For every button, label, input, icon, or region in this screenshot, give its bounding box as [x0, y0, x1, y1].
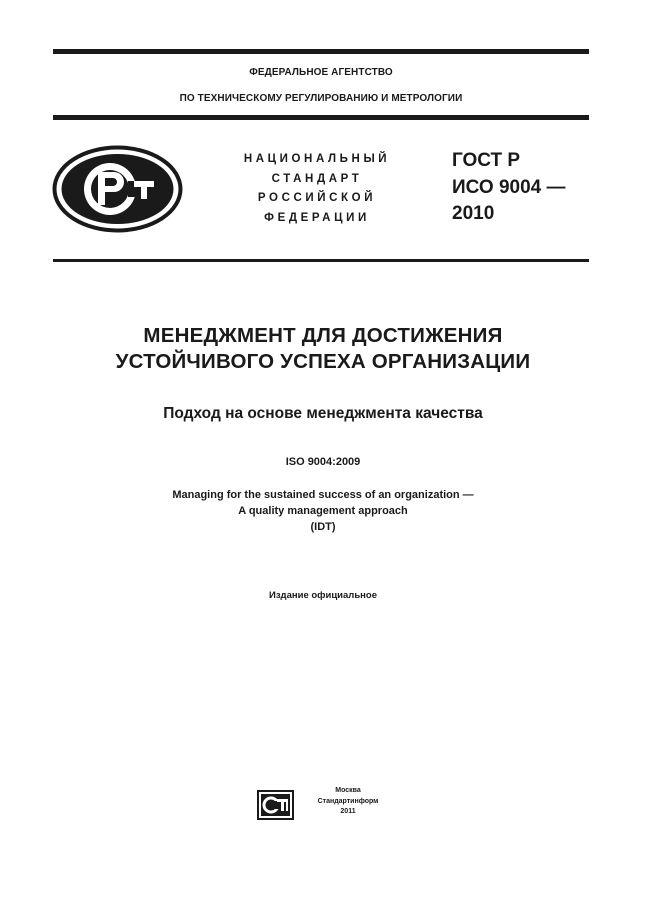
english-title-line: A quality management approach [238, 505, 408, 517]
publisher-info [304, 786, 392, 818]
english-title-line: (IDT) [310, 521, 336, 533]
rst-certification-logo-icon [52, 145, 183, 233]
title-line: МЕНЕДЖМЕНТ ДЛЯ ДОСТИЖЕНИЯ [143, 324, 503, 347]
national-standard-label [222, 150, 412, 228]
document-title [0, 323, 646, 375]
designation-line: ИСО 9004 — [452, 176, 566, 198]
standard-block-rule [53, 259, 589, 262]
publication-year: 2011 [340, 808, 356, 815]
title-line: УСТОЙЧИВОГО УСПЕХА ОРГАНИЗАЦИИ [115, 350, 531, 373]
english-title-line: Managing for the sustained success of an organization — [172, 489, 474, 501]
publisher-city: Москва [335, 787, 361, 794]
national-line: НАЦИОНАЛЬНЫЙ [243, 153, 391, 165]
national-line: СТАНДАРТ [271, 172, 363, 185]
designation-line: 2010 [452, 203, 495, 224]
national-line: ФЕДЕРАЦИИ [264, 211, 370, 224]
standartinform-logo-icon [257, 790, 294, 820]
national-line: РОССИЙСКОЙ [257, 192, 377, 204]
document-subtitle: Подход на основе менеджмента качества [163, 405, 483, 422]
edition-label: Издание официальное [269, 590, 377, 601]
header-bottom-rule [53, 115, 589, 120]
agency-name-line2: ПО ТЕХНИЧЕСКОМУ РЕГУЛИРОВАНИЮ И МЕТРОЛОГИИ [179, 93, 463, 104]
publisher-name: Стандартинформ [317, 797, 379, 805]
standard-designation [452, 148, 566, 228]
iso-reference: ISO 9004:2009 [285, 456, 361, 468]
designation-line: ГОСТ Р [452, 150, 521, 171]
top-rule [53, 49, 589, 54]
english-title [0, 487, 646, 535]
agency-name-line1: ФЕДЕРАЛЬНОЕ АГЕНТСТВО [249, 67, 393, 78]
